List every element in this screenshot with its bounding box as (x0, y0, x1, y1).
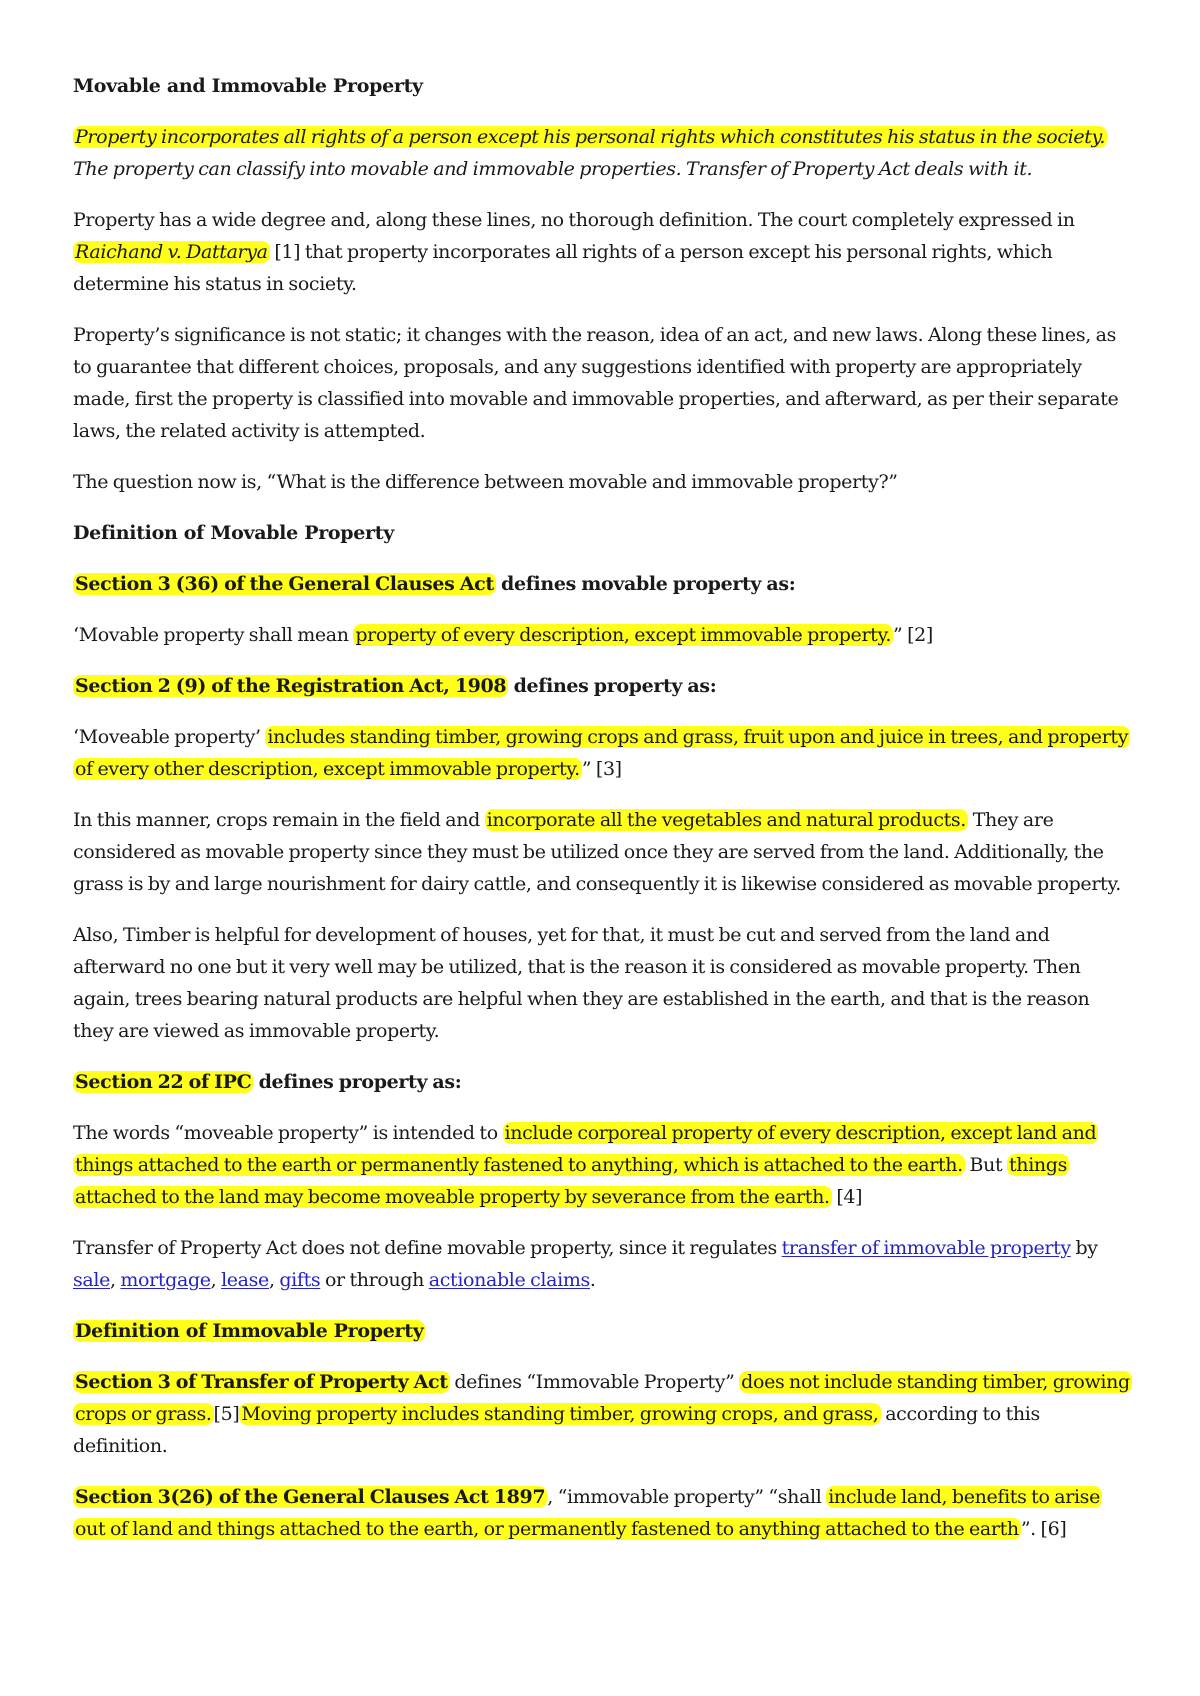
highlight: Section 2 (9) of the Registration Act, 1908 (75, 675, 507, 697)
highlight: Section 22 of IPC (75, 1071, 252, 1093)
highlight: does not include standing timber, growing crops or grass. (75, 1371, 1130, 1425)
highlight: include corporeal property of every description, except land and things attached to the earth or permanently fastened to anything, which is attached to the earth. (75, 1122, 1097, 1176)
section-registration-act: Section 2 (9) of the Registration Act, 1908 defines property as: (75, 675, 717, 697)
section-transfer-of-property-act: Section 3 of Transfer of Property Act defines “Immovable Property” does not include standing timber, growing crops or grass. [5] Moving property includes standing timber, growing crops, and grass, according to this definition. (73, 1371, 1130, 1457)
quote-moveable-property: ‘Moveable property’ includes standing timber, growing crops and grass, fruit upon and juice in trees, and property of every other description, except immovable property. ” [3] (73, 726, 1129, 780)
highlight: property of every description, except immovable property. (355, 624, 892, 646)
highlight: include land, benefits to arise out of land and things attached to the earth, or permanently fastened to anything attached to the earth (75, 1486, 1100, 1540)
highlight: Section 3 of Transfer of Property Act (75, 1371, 448, 1393)
section-general-clauses-immovable: Section 3(26) of the General Clauses Act 1897 , “immovable property” “shall include land, benefits to arise out of land and things attached to the earth, or permanently fastened to anything attached to the earth ”. [6] (75, 1486, 1100, 1540)
section-general-clauses-movable: Section 3 (36) of the General Clauses Act defines movable property as: (75, 573, 796, 595)
highlight: Section 3(26) of the General Clauses Act 1897 (75, 1486, 546, 1508)
highlight: things attached to the land may become moveable property by severance from the earth. (75, 1154, 1068, 1208)
link-gifts[interactable]: gifts (279, 1269, 321, 1291)
highlight: includes standing timber, growing crops and grass, fruit upon and juice in trees, and property of every other description, except immovable property. (75, 726, 1129, 780)
paragraph-significance: Property’s significance is not static; it changes with the reason, idea of an act, and new laws. Along these lines, as to guarantee that different choices, proposals, and any suggestions identified with property are appropriately made, first the property is classified into movable and immovable properties, and afterward, as per their separate laws, the related activity is attempted. (73, 324, 1119, 442)
paragraph-timber: Also, Timber is helpful for development of houses, yet for that, it must be cut and served from the land and afterward no one but it very well may be utilized, that is the reason it is considered as movable property. Then again, trees bearing natural products are helpful when they are established in the earth, and that is the reason they are viewed as immovable property. (73, 924, 1090, 1042)
highlight: Section 3 (36) of the General Clauses Act (75, 573, 494, 595)
highlight: Definition of Immovable Property (75, 1320, 424, 1342)
intro-paragraph: Property incorporates all rights of a person except his personal rights which constitutes his status in the society. The property can classify into movable and immovable properties. Transfer of Property Act deals with it. (73, 126, 1106, 180)
paragraph-definition-scope: Property has a wide degree and, along these lines, no thorough definition. The court completely expressed in Raichand v. Dattarya [1] that property incorporates all rights of a person except his personal rights, which determine his status in society. (73, 209, 1075, 295)
link-actionable-claims[interactable]: actionable claims (428, 1269, 590, 1291)
highlight: Property incorporates all rights of a person except his personal rights which constitutes his status in the society. (75, 126, 1106, 148)
link-transfer-of-immovable-property[interactable]: transfer of immovable property (781, 1237, 1071, 1259)
case-citation: Raichand v. Dattarya (75, 241, 268, 263)
paragraph-transfer-act: Transfer of Property Act does not define movable property, since it regulates transfer of immovable property by sale, mortgage, lease, gifts or through actionable claims. (73, 1237, 1098, 1291)
section-ipc: Section 22 of IPC defines property as: (75, 1071, 462, 1093)
quote-movable-definition: ‘Movable property shall mean property of every description, except immovable property. ” [2] (73, 624, 933, 646)
link-mortgage[interactable]: mortgage (120, 1269, 211, 1291)
heading-movable-property: Definition of Movable Property (73, 522, 394, 544)
highlight: Moving property includes standing timber, growing crops, and grass, (241, 1403, 879, 1425)
heading-immovable-property (73, 1315, 1134, 1347)
link-lease[interactable]: lease (221, 1269, 269, 1291)
link-sale[interactable]: sale (73, 1269, 110, 1291)
paragraph-ipc-definition: The words “moveable property” is intended to include corporeal property of every description, except land and things attached to the earth or permanently fastened to anything, which is attached to the earth. But things attached to the land may become moveable property by severance from the earth. [4] (73, 1122, 1097, 1208)
highlight: incorporate all the vegetables and natural products. (486, 809, 966, 831)
paragraph-question: The question now is, “What is the difference between movable and immovable property?” (73, 471, 898, 493)
paragraph-crops: In this manner, crops remain in the field and incorporate all the vegetables and natural products. They are considered as movable property since they must be utilized once they are served from the land. Additionally, the grass is by and large nourishment for dairy cattle, and consequently it is likewise considered as movable property. (73, 809, 1121, 895)
document-title: Movable and Immovable Property (73, 75, 423, 97)
